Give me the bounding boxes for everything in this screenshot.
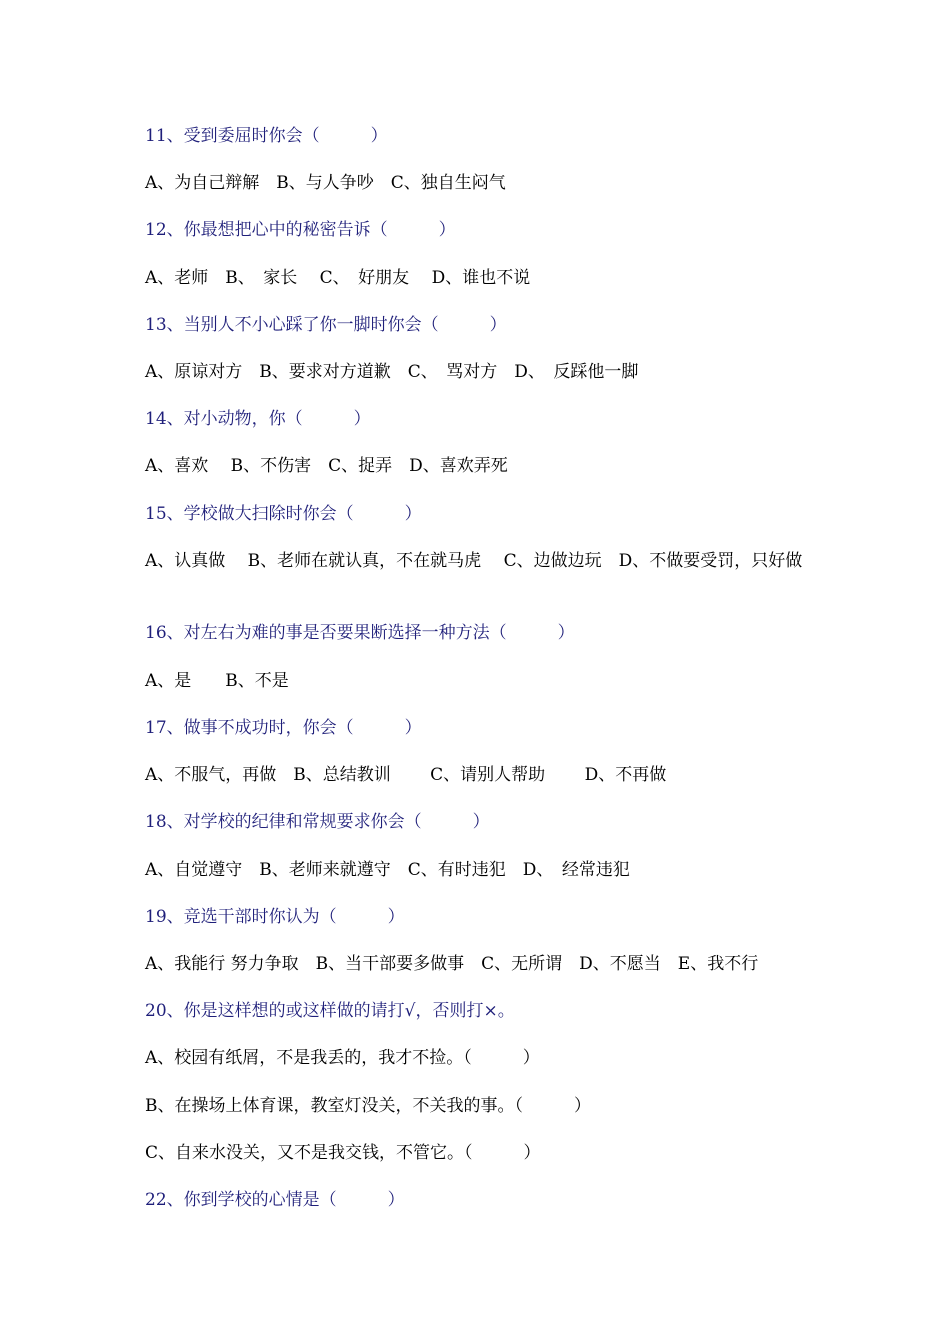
options-18: A、自觉遵守 B、老师来就遵守 C、有时违犯 D、 经常违犯 [145, 860, 630, 880]
question-11: 11、受到委屈时你会（ ） [145, 126, 388, 146]
options-17: A、不服气，再做 B、总结教训 C、请别人帮助 D、不再做 [145, 765, 667, 785]
question-15: 15、学校做大扫除时你会（ ） [145, 504, 422, 524]
statement-20c: C、自来水没关，又不是我交钱，不管它。（ ） [145, 1143, 541, 1163]
question-14: 14、对小动物，你（ ） [145, 409, 371, 429]
question-18: 18、对学校的纪律和常规要求你会（ ） [145, 812, 490, 832]
options-16: A、是 B、不是 [145, 671, 289, 691]
options-15: A、认真做 B、老师在就认真，不在就马虎 C、边做边玩 D、不做要受罚，只好做 [145, 551, 803, 571]
options-19: A、我能行 努力争取 B、当干部要多做事 C、无所谓 D、不愿当 E、我不行 [145, 954, 759, 974]
question-12: 12、你最想把心中的秘密告诉（ ） [145, 220, 456, 240]
options-12: A、老师 B、 家长 C、 好朋友 D、谁也不说 [145, 268, 531, 288]
options-11: A、为自己辩解 B、与人争吵 C、独自生闷气 [145, 173, 506, 193]
options-13: A、原谅对方 B、要求对方道歉 C、 骂对方 D、 反踩他一脚 [145, 362, 639, 382]
question-20: 20、你是这样想的或这样做的请打√，否则打×。 [145, 1001, 515, 1021]
question-13: 13、当别人不小心踩了你一脚时你会（ ） [145, 315, 507, 335]
question-16: 16、对左右为难的事是否要果断选择一种方法（ ） [145, 623, 575, 643]
options-14: A、喜欢 B、不伤害 C、捉弄 D、喜欢弄死 [145, 456, 508, 476]
question-17: 17、做事不成功时，你会（ ） [145, 718, 422, 738]
statement-20a: A、校园有纸屑，不是我丢的，我才不捡。（ ） [145, 1048, 540, 1068]
question-19: 19、竞选干部时你认为（ ） [145, 907, 405, 927]
statement-20b: B、在操场上体育课，教室灯没关，不关我的事。（ ） [145, 1096, 591, 1116]
question-22: 22、你到学校的心情是（ ） [145, 1190, 405, 1210]
